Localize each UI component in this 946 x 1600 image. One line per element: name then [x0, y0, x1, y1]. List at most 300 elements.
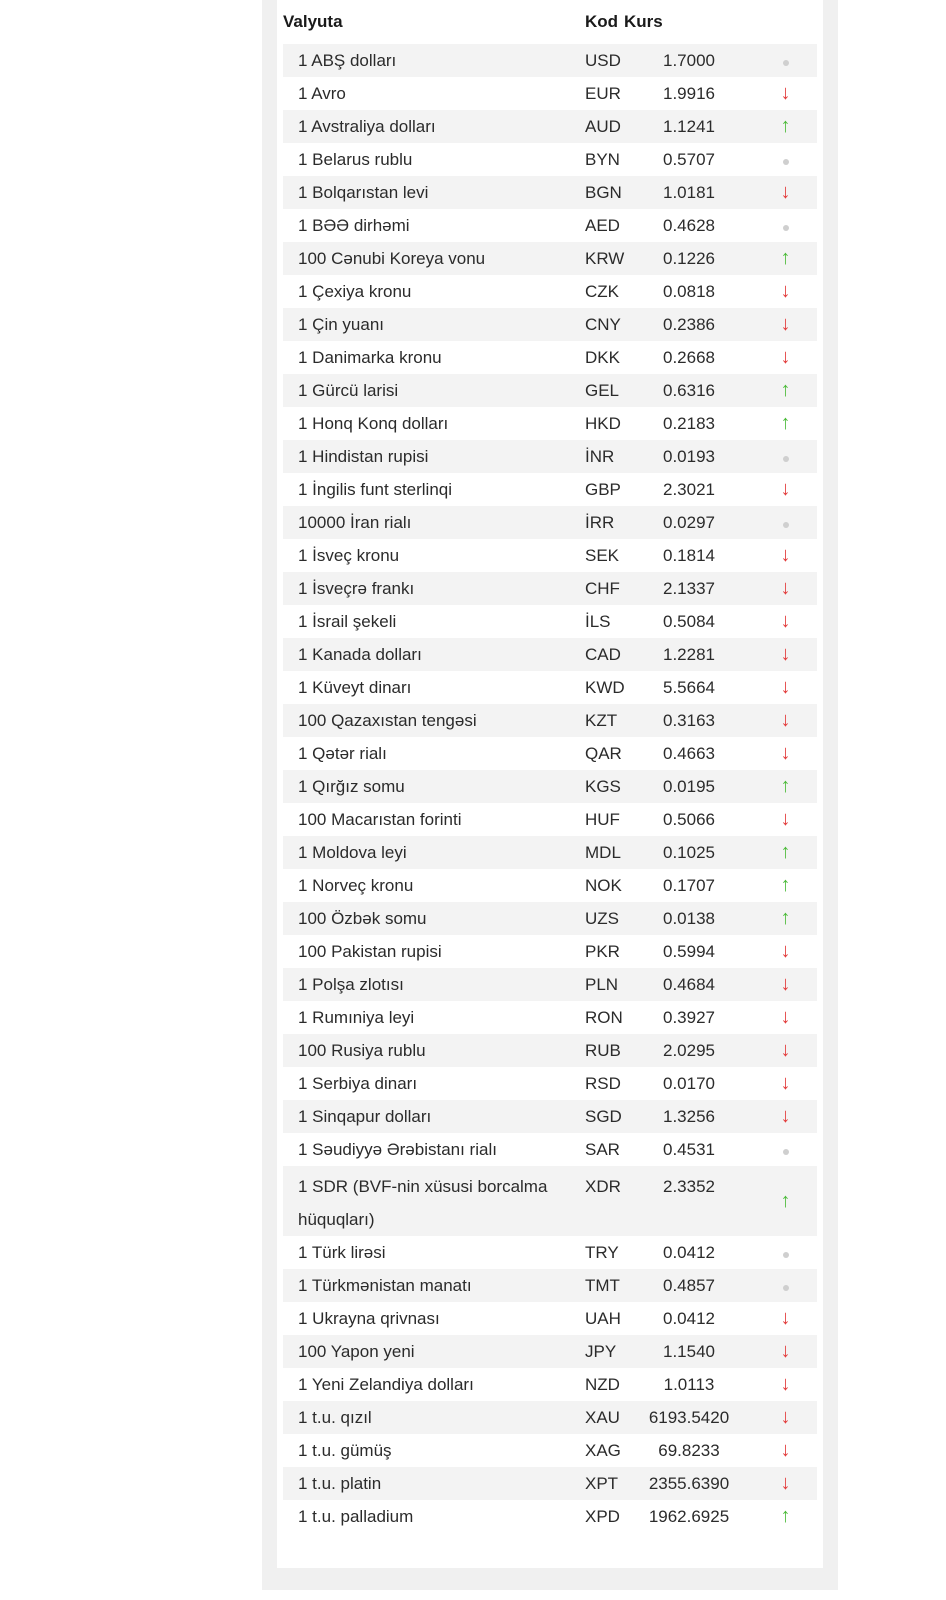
- currency-code-text: AUD: [585, 116, 621, 136]
- currency-code-text: USD: [585, 50, 621, 70]
- currency-name-text: 1 Rumıniya leyi: [298, 1007, 415, 1027]
- currency-code: [569, 836, 624, 869]
- trend-cell: [754, 407, 817, 440]
- exchange-rate-text: 0.0818: [663, 281, 715, 301]
- trend-cell: [754, 836, 817, 869]
- currency-name-text: 1 Danimarka kronu: [298, 347, 442, 367]
- exchange-rate: [624, 341, 754, 374]
- table-row: [283, 869, 817, 902]
- currency-name-text: 1 Gürcü larisi: [298, 380, 399, 400]
- currency-name-text: 1 Küveyt dinarı: [298, 677, 412, 697]
- arrow-up-icon: ↑: [780, 907, 791, 929]
- currency-name-text: 1 t.u. palladium: [298, 1506, 414, 1526]
- currency-code: [569, 1236, 624, 1269]
- currency-name-text: 100 Özbək somu: [298, 908, 427, 928]
- currency-code-text: MDL: [585, 842, 621, 862]
- neutral-dot-icon: [783, 60, 789, 66]
- exchange-rate-text: 1962.6925: [648, 1506, 730, 1526]
- currency-code: [569, 1434, 624, 1467]
- table-row: [283, 968, 817, 1001]
- table-row: [283, 704, 817, 737]
- currency-name: [283, 1034, 569, 1067]
- currency-name-text: 1 İngilis funt sterlinqi: [298, 479, 453, 499]
- table-row: [283, 44, 817, 77]
- table-row: [283, 374, 817, 407]
- table-row: [283, 836, 817, 869]
- exchange-rate-text: 2355.6390: [648, 1473, 730, 1493]
- currency-name: [283, 671, 569, 704]
- currency-code: [569, 1269, 624, 1302]
- table-row: [283, 671, 817, 704]
- currency-code-text: SAR: [585, 1139, 620, 1159]
- table-row: [283, 1100, 817, 1133]
- exchange-rate: [624, 407, 754, 440]
- exchange-rate-text: 69.8233: [658, 1440, 720, 1460]
- currency-code-text: GEL: [585, 380, 620, 400]
- currency-code: [569, 308, 624, 341]
- currency-name: [283, 1467, 569, 1500]
- exchange-rate-text: 0.0412: [663, 1308, 715, 1328]
- currency-code: [569, 704, 624, 737]
- header-currency: Valyuta: [283, 12, 343, 31]
- exchange-rate: [624, 1434, 754, 1467]
- currency-name: [283, 1434, 569, 1467]
- currency-name-text: 1 Moldova leyi: [298, 842, 407, 862]
- currency-name: [283, 1100, 569, 1133]
- currency-code: [569, 1166, 624, 1236]
- trend-cell: [754, 143, 817, 176]
- exchange-rate: [624, 1133, 754, 1166]
- exchange-rate: [624, 572, 754, 605]
- exchange-rate: [624, 77, 754, 110]
- arrow-up-icon: ↑: [780, 412, 791, 434]
- currency-code: [569, 77, 624, 110]
- currency-name-text: 1 Honq Konq dolları: [298, 413, 449, 433]
- arrow-down-icon: ↓: [780, 808, 791, 830]
- currency-name: [283, 1133, 569, 1166]
- trend-cell: [754, 1467, 817, 1500]
- currency-name-text: 1 t.u. gümüş: [298, 1440, 392, 1460]
- currency-name: [283, 1166, 569, 1236]
- table-row: [283, 407, 817, 440]
- currency-code-text: AED: [585, 215, 620, 235]
- currency-code: [569, 374, 624, 407]
- currency-code: [569, 605, 624, 638]
- currency-name-text: 100 Rusiya rublu: [298, 1040, 426, 1060]
- table-row: [283, 77, 817, 110]
- currency-code-text: CNY: [585, 314, 621, 334]
- exchange-rate-text: 1.2281: [663, 644, 715, 664]
- exchange-rate: [624, 902, 754, 935]
- table-row: [283, 572, 817, 605]
- exchange-rate: [624, 1335, 754, 1368]
- table-row: [283, 308, 817, 341]
- exchange-rate: [624, 1067, 754, 1100]
- table-row: [283, 1236, 817, 1269]
- currency-code: [569, 1500, 624, 1533]
- currency-code-text: RON: [585, 1007, 623, 1027]
- currency-code-text: EUR: [585, 83, 621, 103]
- trend-cell: [754, 1368, 817, 1401]
- currency-code-text: XAG: [585, 1440, 621, 1460]
- table-row: [283, 1467, 817, 1500]
- exchange-rate-text: 0.3927: [663, 1007, 715, 1027]
- currency-code: [569, 341, 624, 374]
- arrow-down-icon: ↓: [780, 1439, 791, 1461]
- exchange-rate: [624, 1401, 754, 1434]
- arrow-down-icon: ↓: [780, 313, 791, 335]
- exchange-rate-text: 1.1540: [663, 1341, 715, 1361]
- currency-name: [283, 1368, 569, 1401]
- currency-code: [569, 803, 624, 836]
- currency-name-text: 1 SDR (BVF-nin xüsusi borcalma hüquqları): [298, 1177, 548, 1229]
- exchange-rate: [624, 110, 754, 143]
- arrow-down-icon: ↓: [780, 742, 791, 764]
- exchange-rate-text: 1.3256: [663, 1106, 715, 1126]
- table-row: [283, 1302, 817, 1335]
- exchange-rate: [624, 605, 754, 638]
- currency-code: [569, 1133, 624, 1166]
- currency-code-text: GBP: [585, 479, 621, 499]
- currency-name-text: 1 Ukrayna qrivnası: [298, 1308, 440, 1328]
- table-row: [283, 1500, 817, 1533]
- arrow-up-icon: ↑: [780, 874, 791, 896]
- exchange-rate: [624, 770, 754, 803]
- currency-code-text: HUF: [585, 809, 620, 829]
- currency-name-text: 1 Çexiya kronu: [298, 281, 412, 301]
- table-row: [283, 1401, 817, 1434]
- table-row: [283, 1067, 817, 1100]
- currency-code-text: JPY: [585, 1341, 617, 1361]
- currency-name: [283, 374, 569, 407]
- table-row: [283, 1335, 817, 1368]
- currency-code-text: KRW: [585, 248, 625, 268]
- currency-name-text: 1 Kanada dolları: [298, 644, 422, 664]
- exchange-rate-text: 1.1241: [663, 116, 715, 136]
- currency-name-text: 100 Yapon yeni: [298, 1341, 415, 1361]
- currency-name-text: 1 Norveç kronu: [298, 875, 414, 895]
- currency-name: [283, 1335, 569, 1368]
- arrow-down-icon: ↓: [780, 544, 791, 566]
- arrow-down-icon: ↓: [780, 280, 791, 302]
- exchange-rate-text: 1.9916: [663, 83, 715, 103]
- arrow-down-icon: ↓: [780, 82, 791, 104]
- currency-name: [283, 110, 569, 143]
- exchange-rate-text: 1.0181: [663, 182, 715, 202]
- currency-name: [283, 803, 569, 836]
- exchange-rate: [624, 1467, 754, 1500]
- currency-name: [283, 308, 569, 341]
- currency-name-text: 100 Qazaxıstan tengəsi: [298, 710, 477, 730]
- neutral-dot-icon: [783, 522, 789, 528]
- currency-name-text: 1 Çin yuanı: [298, 314, 384, 334]
- currency-code: [569, 506, 624, 539]
- exchange-rate: [624, 275, 754, 308]
- currency-name-text: 1 t.u. platin: [298, 1473, 382, 1493]
- currency-name-text: 1 Hindistan rupisi: [298, 446, 429, 466]
- neutral-dot-icon: [783, 1149, 789, 1155]
- currency-name: [283, 242, 569, 275]
- table-row: [283, 506, 817, 539]
- table-row: [283, 1034, 817, 1067]
- exchange-rate: [624, 374, 754, 407]
- currency-code-text: DKK: [585, 347, 620, 367]
- arrow-down-icon: ↓: [780, 709, 791, 731]
- trend-cell: [754, 1133, 817, 1166]
- currency-code: [569, 671, 624, 704]
- exchange-rate: [624, 44, 754, 77]
- currency-code: [569, 242, 624, 275]
- currency-code: [569, 539, 624, 572]
- currency-code: [569, 1401, 624, 1434]
- currency-code: [569, 1467, 624, 1500]
- exchange-rate: [624, 1166, 754, 1236]
- exchange-rate: [624, 704, 754, 737]
- currency-name: [283, 704, 569, 737]
- table-row: [283, 242, 817, 275]
- currency-code: [569, 737, 624, 770]
- table-row: [283, 1001, 817, 1034]
- currency-name-text: 1 Yeni Zelandiya dolları: [298, 1374, 474, 1394]
- currency-code-text: QAR: [585, 743, 622, 763]
- currency-name-text: 1 Serbiya dinarı: [298, 1073, 418, 1093]
- arrow-down-icon: ↓: [780, 1105, 791, 1127]
- currency-code-text: İLS: [585, 611, 611, 631]
- exchange-rate: [624, 803, 754, 836]
- currency-code: [569, 209, 624, 242]
- exchange-rate: [624, 737, 754, 770]
- currency-name-text: 1 Sinqapur dolları: [298, 1106, 432, 1126]
- currency-code: [569, 143, 624, 176]
- exchange-rate: [624, 539, 754, 572]
- currency-code-text: RSD: [585, 1073, 621, 1093]
- exchange-rate: [624, 440, 754, 473]
- table-row: [283, 275, 817, 308]
- currency-code-text: TMT: [585, 1275, 620, 1295]
- currency-name: [283, 473, 569, 506]
- trend-cell: [754, 704, 817, 737]
- trend-cell: [754, 1500, 817, 1533]
- exchange-rate-text: 0.2183: [663, 413, 715, 433]
- currency-name: [283, 44, 569, 77]
- exchange-rate-text: 2.3021: [663, 479, 715, 499]
- exchange-rate-text: 0.2668: [663, 347, 715, 367]
- currency-name-text: 1 Türkmənistan manatı: [298, 1275, 472, 1295]
- arrow-down-icon: ↓: [780, 610, 791, 632]
- exchange-rate: [624, 308, 754, 341]
- currency-name-text: 1 İsveçrə frankı: [298, 578, 415, 598]
- currency-code: [569, 176, 624, 209]
- currency-code: [569, 1001, 624, 1034]
- currency-name-text: 1 Avstraliya dolları: [298, 116, 436, 136]
- arrow-down-icon: ↓: [780, 1039, 791, 1061]
- table-row: [283, 143, 817, 176]
- arrow-down-icon: ↓: [780, 973, 791, 995]
- currency-code: [569, 968, 624, 1001]
- currency-name: [283, 539, 569, 572]
- currency-name: [283, 275, 569, 308]
- arrow-up-icon: ↑: [780, 775, 791, 797]
- trend-cell: [754, 308, 817, 341]
- trend-cell: [754, 605, 817, 638]
- currency-name-text: 1 ABŞ dolları: [298, 50, 397, 70]
- exchange-rate-text: 0.5707: [663, 149, 715, 169]
- exchange-rate: [624, 1100, 754, 1133]
- currency-name: [283, 77, 569, 110]
- trend-cell: [754, 1236, 817, 1269]
- exchange-rate-text: 0.0195: [663, 776, 715, 796]
- table-row: [283, 803, 817, 836]
- exchange-rate-text: 0.1707: [663, 875, 715, 895]
- table-row: [283, 737, 817, 770]
- arrow-up-icon: ↑: [780, 1189, 791, 1212]
- currency-name: [283, 935, 569, 968]
- currency-name: [283, 1302, 569, 1335]
- exchange-rate: [624, 1368, 754, 1401]
- exchange-rate-text: 0.4857: [663, 1275, 715, 1295]
- currency-code-text: PKR: [585, 941, 620, 961]
- trend-cell: [754, 473, 817, 506]
- exchange-rate-text: 0.4628: [663, 215, 715, 235]
- currency-code: [569, 440, 624, 473]
- currency-name: [283, 1401, 569, 1434]
- currency-code: [569, 1034, 624, 1067]
- exchange-rate: [624, 671, 754, 704]
- currency-name-text: 1 İsveç kronu: [298, 545, 400, 565]
- currency-code-text: KWD: [585, 677, 625, 697]
- exchange-rate-text: 0.0412: [663, 1242, 715, 1262]
- currency-code-text: KZT: [585, 710, 618, 730]
- currency-code-text: İRR: [585, 512, 615, 532]
- currency-code-text: XAU: [585, 1407, 620, 1427]
- table-row: [283, 341, 817, 374]
- currency-rates-table: [283, 0, 817, 1533]
- trend-cell: [754, 506, 817, 539]
- trend-cell: [754, 572, 817, 605]
- trend-cell: [754, 935, 817, 968]
- currency-code: [569, 44, 624, 77]
- exchange-rate: [624, 1236, 754, 1269]
- table-row: [283, 1166, 817, 1236]
- exchange-rate-text: 0.1226: [663, 248, 715, 268]
- exchange-rate: [624, 242, 754, 275]
- exchange-rate-text: 1.0113: [663, 1374, 715, 1394]
- arrow-up-icon: ↑: [780, 379, 791, 401]
- currency-name: [283, 1269, 569, 1302]
- currency-code-text: NZD: [585, 1374, 620, 1394]
- currency-name: [283, 1067, 569, 1100]
- currency-name-text: 1 Səudiyyə Ərəbistanı rialı: [298, 1139, 497, 1159]
- arrow-down-icon: ↓: [780, 1006, 791, 1028]
- currency-code: [569, 1302, 624, 1335]
- table-row: [283, 440, 817, 473]
- currency-name: [283, 737, 569, 770]
- currency-code-text: CHF: [585, 578, 620, 598]
- trend-cell: [754, 176, 817, 209]
- neutral-dot-icon: [783, 225, 789, 231]
- arrow-down-icon: ↓: [780, 1373, 791, 1395]
- currency-name-text: 1 Belarus rublu: [298, 149, 413, 169]
- exchange-rate-text: 0.6316: [663, 380, 715, 400]
- exchange-rate-text: 0.0193: [663, 446, 715, 466]
- arrow-down-icon: ↓: [780, 577, 791, 599]
- trend-cell: [754, 77, 817, 110]
- exchange-rate-text: 0.4531: [663, 1139, 715, 1159]
- exchange-rate-text: 0.1814: [663, 545, 715, 565]
- currency-code-text: RUB: [585, 1040, 621, 1060]
- currency-name-text: 1 Bolqarıstan levi: [298, 182, 429, 202]
- header-code: Kod: [585, 12, 619, 31]
- arrow-down-icon: ↓: [780, 643, 791, 665]
- currency-name: [283, 1236, 569, 1269]
- trend-cell: [754, 737, 817, 770]
- trend-cell: [754, 869, 817, 902]
- currency-code-text: CZK: [585, 281, 619, 301]
- arrow-down-icon: ↓: [780, 1072, 791, 1094]
- table-row: [283, 209, 817, 242]
- currency-code-text: UAH: [585, 1308, 621, 1328]
- exchange-rate-text: 0.4663: [663, 743, 715, 763]
- currency-code: [569, 572, 624, 605]
- currency-code-text: KGS: [585, 776, 621, 796]
- exchange-rate-text: 5.5664: [663, 677, 715, 697]
- exchange-rate-text: 1.7000: [663, 50, 715, 70]
- trend-cell: [754, 110, 817, 143]
- exchange-rate: [624, 869, 754, 902]
- trend-cell: [754, 374, 817, 407]
- table-row: [283, 473, 817, 506]
- currency-name-text: 100 Pakistan rupisi: [298, 941, 442, 961]
- neutral-dot-icon: [783, 1285, 789, 1291]
- currency-name-text: 1 İsrail şekeli: [298, 611, 397, 631]
- currency-name-text: 1 Avro: [298, 83, 346, 103]
- exchange-rate-text: 2.0295: [663, 1040, 715, 1060]
- exchange-rate: [624, 1001, 754, 1034]
- currency-code-text: HKD: [585, 413, 621, 433]
- currency-code-text: BYN: [585, 149, 620, 169]
- currency-code-text: İNR: [585, 446, 615, 466]
- currency-name: [283, 869, 569, 902]
- table-row: [283, 1269, 817, 1302]
- exchange-rate: [624, 1034, 754, 1067]
- trend-cell: [754, 902, 817, 935]
- trend-cell: [754, 1034, 817, 1067]
- exchange-rate: [624, 176, 754, 209]
- currency-name: [283, 902, 569, 935]
- table-row: [283, 110, 817, 143]
- exchange-rate: [624, 506, 754, 539]
- trend-cell: [754, 1001, 817, 1034]
- currency-code-text: PLN: [585, 974, 619, 994]
- currency-code-text: CAD: [585, 644, 621, 664]
- exchange-rate-text: 0.2386: [663, 314, 715, 334]
- exchange-rate: [624, 1269, 754, 1302]
- exchange-rate-text: 0.4684: [663, 974, 715, 994]
- trend-cell: [754, 638, 817, 671]
- currency-name-text: 1 Qətər rialı: [298, 743, 387, 763]
- currency-code: [569, 869, 624, 902]
- neutral-dot-icon: [783, 159, 789, 165]
- header-trend: [754, 0, 817, 44]
- arrow-down-icon: ↓: [780, 478, 791, 500]
- exchange-rate-text: 0.0297: [663, 512, 715, 532]
- currency-code-text: NOK: [585, 875, 622, 895]
- currency-name: [283, 506, 569, 539]
- table-row: [283, 1434, 817, 1467]
- trend-cell: [754, 968, 817, 1001]
- currency-code: [569, 638, 624, 671]
- trend-cell: [754, 1434, 817, 1467]
